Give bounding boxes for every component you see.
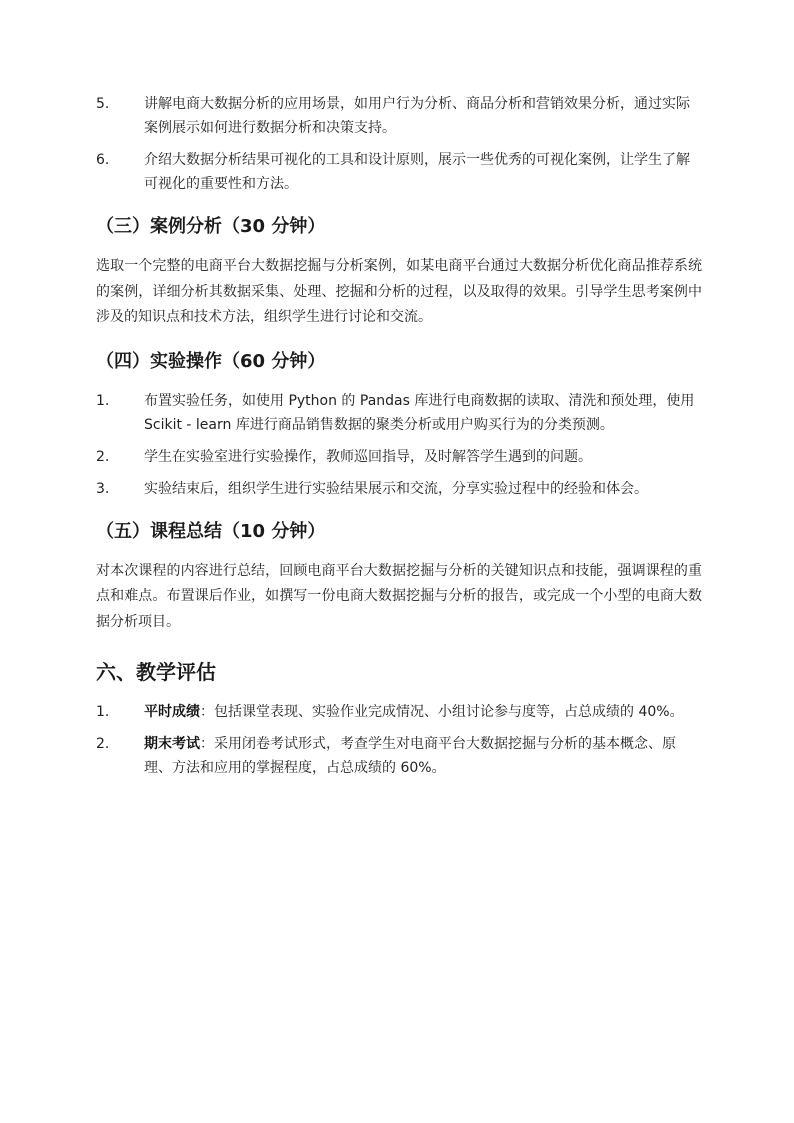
evaluation-list (96, 700, 702, 780)
case-analysis-paragraph: 选取一个完整的电商平台大数据挖掘与分析案例，如某电商平台通过大数据分析优化商品推荐系统的案例，详细分析其数据采集、处理、挖掘和分析的过程，以及取得的效果。引导学生思考案例中涉及的知识点和技术方法，组织学生进行讨论和交流。 (96, 258, 702, 325)
list-text: ：采用闭卷考试形式，考查学生对电商平台大数据挖掘与分析的基本概念、原理、方法和应用的掌握程度，占总成绩的 60%。 (144, 736, 676, 776)
list-item (96, 445, 702, 469)
document-content (96, 92, 702, 780)
lab-practice-list (96, 389, 702, 501)
list-number: 2. (96, 448, 110, 465)
lecture-list-continued (96, 92, 702, 196)
list-text: 布置实验任务，如使用 Python 的 Pandas 库进行电商数据的读取、清洗和预处理，使用 Scikit - learn 库进行商品销售数据的聚类分析或用户购买行为的分类预测。 (144, 392, 695, 433)
section-heading-teaching-evaluation: 六、教学评估 (96, 660, 216, 684)
section-heading-course-summary: （五）课程总结（10 分钟） (96, 520, 326, 542)
list-text: 实验结束后，组织学生进行实验结果展示和交流，分享实验过程中的经验和体会。 (144, 480, 648, 497)
section-heading-case-analysis: （三）案例分析（30 分钟） (96, 216, 326, 237)
list-item (96, 477, 702, 501)
list-number: 6. (96, 152, 110, 168)
list-number: 5. (96, 96, 110, 112)
list-item (96, 148, 702, 196)
section-heading-lab-practice: （四）实验操作（60 分钟） (96, 350, 326, 372)
list-text: 学生在实验室进行实验操作，教师巡回指导，及时解答学生遇到的问题。 (144, 448, 592, 465)
list-text: ：包括课堂表现、实验作业完成情况、小组讨论参与度等，占总成绩的 40%。 (200, 704, 684, 720)
list-number: 3. (96, 480, 110, 497)
list-item (96, 92, 702, 140)
list-text: 讲解电商大数据分析的应用场景，如用户行为分析、商品分析和营销效果分析，通过实际案例展示如何进行数据分析和决策支持。 (144, 96, 690, 136)
list-item (96, 389, 702, 437)
list-number: 2. (96, 736, 110, 752)
list-number: 1. (96, 392, 110, 409)
list-label: 平时成绩 (144, 704, 200, 720)
list-label: 期末考试 (144, 736, 200, 752)
list-number: 1. (96, 704, 110, 720)
list-item (96, 700, 702, 724)
list-text: 介绍大数据分析结果可视化的工具和设计原则，展示一些优秀的可视化案例，让学生了解可视化的重要性和方法。 (144, 152, 690, 192)
list-item (96, 732, 702, 780)
course-summary-paragraph: 对本次课程的内容进行总结，回顾电商平台大数据挖掘与分析的关键知识点和技能，强调课程的重点和难点。布置课后作业，如撰写一份电商大数据挖掘与分析的报告，或完成一个小型的电商大数据分析项目。 (96, 562, 702, 630)
